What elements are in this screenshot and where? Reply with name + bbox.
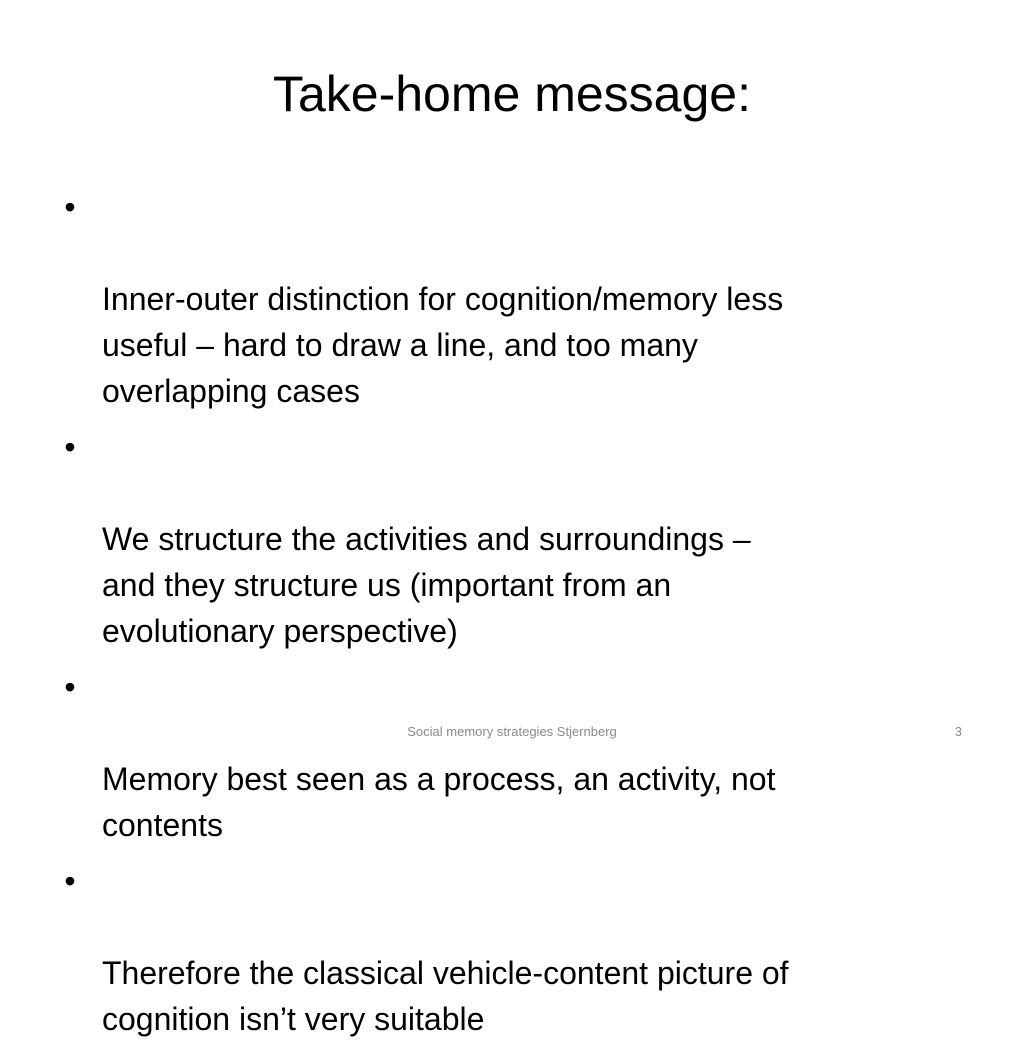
slide-title: Take-home message: (272, 66, 751, 122)
bullet-item (58, 184, 978, 414)
slide-number: 3 (954, 724, 962, 739)
bullet-icon: • (64, 669, 76, 705)
bullet-icon: • (64, 189, 76, 225)
bullet-text: Inner-outer distinction for cognition/memory less useful – hard to draw a line, and too many overlapping cases (102, 281, 784, 409)
footer-text: Social memory strategies Stjernberg (407, 724, 617, 739)
bullet-icon: • (64, 429, 76, 465)
bullet-icon: • (64, 863, 76, 899)
bullet-text: Therefore the classical vehicle-content picture of cognition isn’t very suitable (102, 955, 789, 1037)
bullet-list (58, 184, 978, 1052)
bullet-item (58, 664, 978, 848)
bullet-text: Memory best seen as a process, an activity, not contents (102, 761, 776, 843)
bullet-item (58, 424, 978, 654)
bullet-item (58, 858, 978, 1042)
bullet-text: We structure the activities and surroundings – and they structure us (important from an evolutionary perspective) (102, 521, 751, 649)
